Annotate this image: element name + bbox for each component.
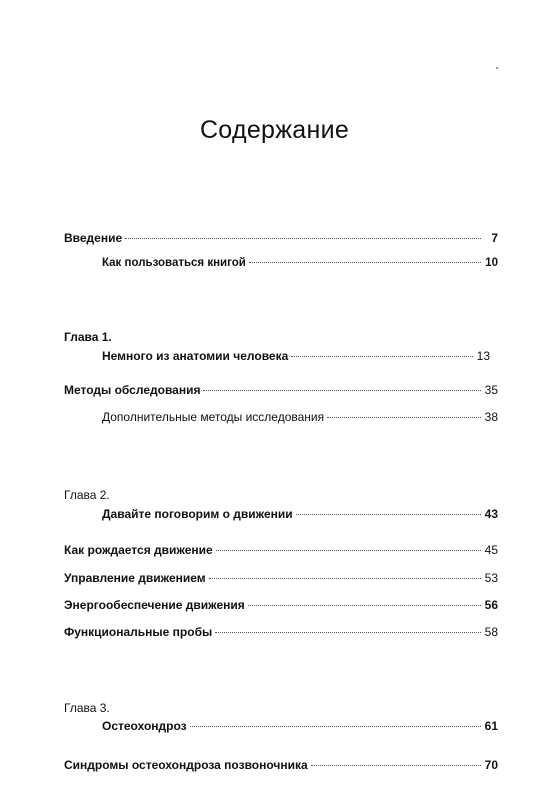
- toc-entry-label: Остеохондроз: [102, 719, 187, 733]
- leader-dots: [248, 605, 481, 606]
- toc-entry-page: 43: [484, 507, 498, 521]
- toc-entry-examination-methods[interactable]: [64, 382, 498, 398]
- toc-entry-page: 70: [484, 758, 498, 772]
- scan-speck: [496, 67, 498, 69]
- leader-dots: [327, 417, 481, 418]
- toc-entry-how-to-use[interactable]: [102, 255, 498, 271]
- chapter-label: Глава 1.: [64, 330, 112, 344]
- toc-entry-label: Дополнительные методы исследования: [102, 410, 325, 424]
- toc-entry-page: 13: [476, 349, 490, 363]
- toc-entry-page: 10: [485, 257, 498, 269]
- toc-entry-page: 53: [484, 571, 498, 585]
- toc-entry-label: Как пользоваться книгой: [102, 257, 246, 269]
- toc-entry-osteochondrosis-syndromes[interactable]: [64, 757, 498, 773]
- toc-entry-label: Как рождается движение: [64, 543, 213, 557]
- leader-dots: [216, 550, 481, 551]
- toc-entry-energy-supply[interactable]: [64, 597, 498, 613]
- toc-entry-label: Управление движением: [64, 571, 206, 585]
- toc-entry-how-movement-born[interactable]: [64, 542, 498, 558]
- toc-entry-page: 58: [484, 625, 498, 639]
- chapter-label: Глава 2.: [64, 488, 110, 502]
- leader-dots: [125, 238, 481, 239]
- leader-dots: [311, 765, 481, 766]
- toc-entry-introduction[interactable]: [64, 230, 498, 246]
- leader-dots: [249, 262, 481, 263]
- toc-entry-label: Методы обследования: [64, 383, 201, 397]
- leader-dots: [296, 514, 481, 515]
- toc-entry-chapter-1[interactable]: [102, 348, 490, 364]
- toc-entry-chapter-2[interactable]: [102, 506, 498, 522]
- toc-entry-page: 35: [484, 383, 498, 397]
- page-title: Содержание: [199, 116, 350, 144]
- toc-entry-label: Немного из анатомии человека: [102, 349, 289, 363]
- toc-entry-chapter-3[interactable]: [102, 718, 498, 734]
- chapter-label: Глава 3.: [64, 701, 110, 715]
- leader-dots: [190, 726, 481, 727]
- toc-entry-page: 56: [484, 598, 498, 612]
- leader-dots: [215, 632, 481, 633]
- toc-entry-label: Введение: [64, 231, 123, 245]
- toc-entry-page: 61: [484, 719, 498, 733]
- toc-entry-label: Функциональные пробы: [64, 625, 213, 639]
- leader-dots: [291, 356, 473, 357]
- toc-entry-label: Синдромы остеохондроза позвоночника: [64, 758, 308, 772]
- leader-dots: [209, 578, 481, 579]
- toc-entry-movement-control[interactable]: [64, 570, 498, 586]
- toc-entry-page: 7: [491, 231, 498, 245]
- toc-entry-label: Давайте поговорим о движении: [102, 507, 293, 521]
- leader-dots: [203, 390, 481, 391]
- toc-entry-label: Энергообеспечение движения: [64, 598, 245, 612]
- toc-entry-additional-methods[interactable]: [102, 409, 498, 425]
- toc-entry-page: 45: [484, 543, 498, 557]
- toc-entry-functional-tests[interactable]: [64, 624, 498, 640]
- toc-entry-page: 38: [484, 410, 498, 424]
